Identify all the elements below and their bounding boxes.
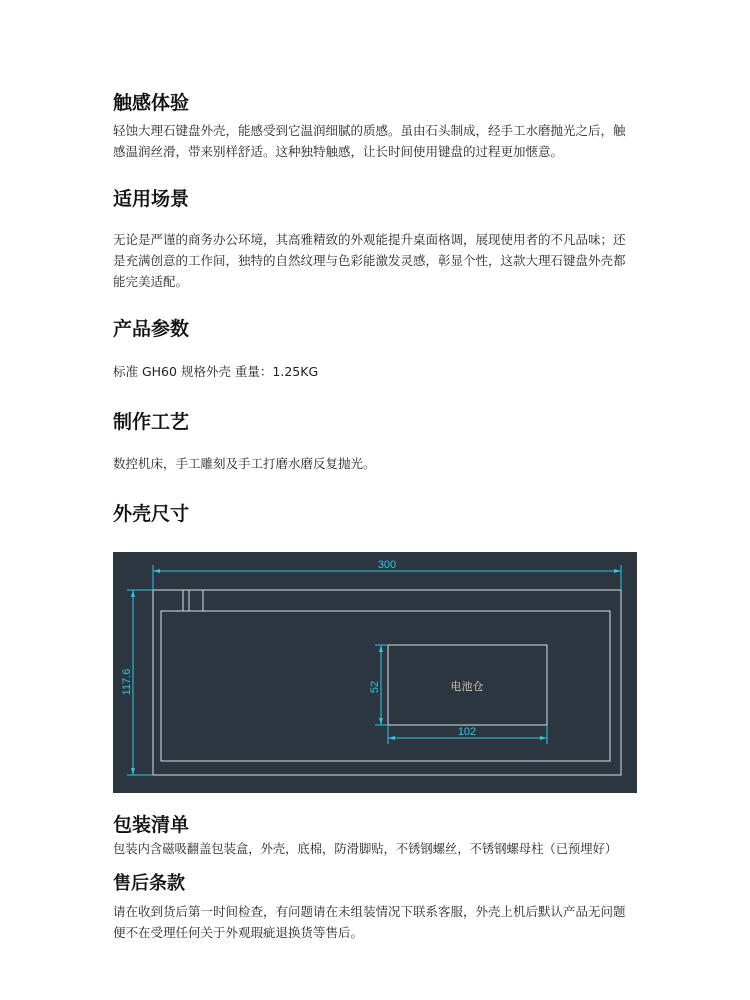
- paragraph-aftersale: 请在收到货后第一时间检查，有问题请在未组装情况下联系客服，外壳上机后默认产品无问题便不在受理任何关于外观瑕疵退换货等售后。: [113, 904, 626, 940]
- paragraph-scene: 无论是严谨的商务办公环境，其高雅精致的外观能提升桌面格调，展现使用者的不凡品味；还是充满创意的工作间，独特的自然纹理与色彩能激发灵感，彰显个性，这款大理石键盘外壳都能完美适配。: [113, 232, 626, 289]
- heading-aftersale: 售后条款: [113, 873, 185, 894]
- heading-size: 外壳尺寸: [113, 503, 190, 525]
- heading-scene: 适用场景: [113, 188, 190, 210]
- width-dim-label: 300: [377, 559, 397, 571]
- battery-label: 电池仓: [450, 680, 484, 693]
- battery-height-label: 52: [369, 680, 381, 694]
- case-outline: [153, 590, 621, 775]
- paragraph-craft: 数控机床，手工雕刻及手工打磨水磨反复抛光。: [113, 456, 376, 471]
- heading-params: 产品参数: [113, 318, 190, 340]
- paragraph-touch: 轻蚀大理石键盘外壳，能感受到它温润细腻的质感。虽由石头制成，经手工水磨抛光之后，触感温润丝滑，带来别样舒适。这种独特触感，让长时间使用键盘的过程更加惬意。: [113, 123, 626, 159]
- heading-craft: 制作工艺: [113, 411, 190, 433]
- battery-width-label: 102: [457, 726, 477, 738]
- heading-package: 包装清单: [113, 814, 190, 836]
- height-dim-label: 117.6: [121, 668, 133, 696]
- case-dimension-drawing: [113, 552, 637, 793]
- paragraph-params: 标准 GH60 规格外壳 重量：1.25KG: [113, 364, 319, 379]
- paragraph-package: 包装内含磁吸翻盖包装盒，外壳，底棉，防滑脚贴，不锈钢螺丝，不锈钢螺母柱（已预埋好）: [113, 842, 618, 856]
- heading-touch: 触感体验: [113, 92, 190, 114]
